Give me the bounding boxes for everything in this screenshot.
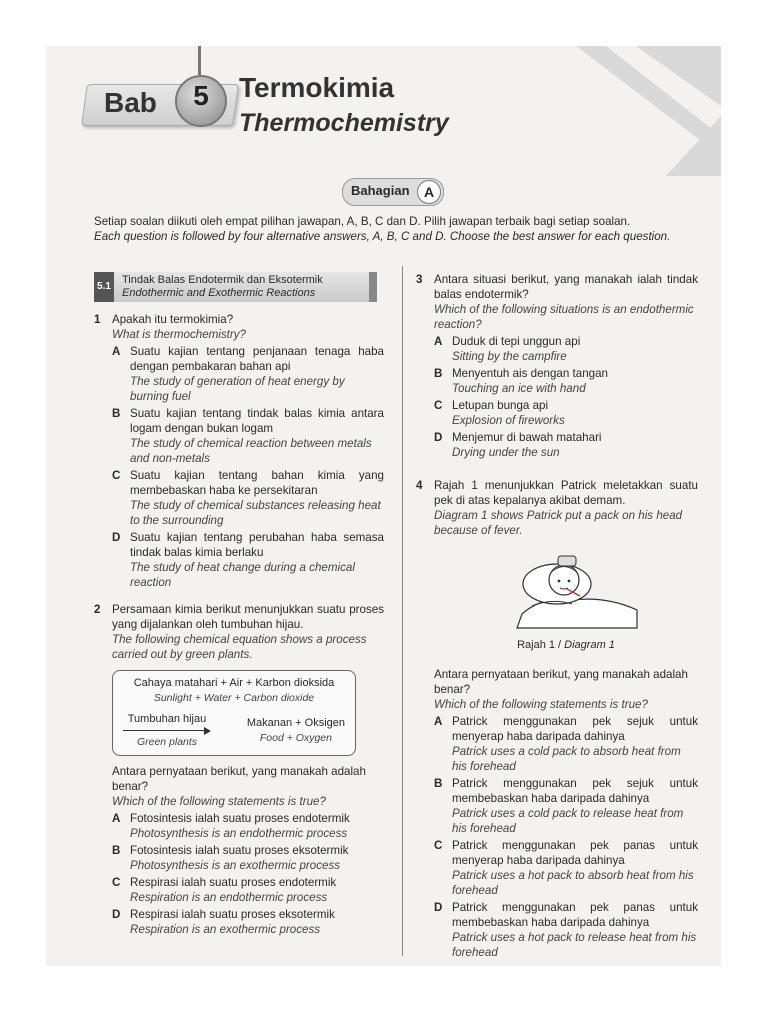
option-c[interactable] [112, 468, 384, 528]
chapter-title-malay: Termokimia [239, 72, 395, 103]
chapter-label: Bab [104, 87, 157, 118]
equation-row [123, 712, 345, 750]
option-text-malay: Patrick menggunakan pek sejuk untuk menyerap haba daripada dahinya [452, 715, 698, 743]
option-text-malay: Suatu kajian tentang perubahan haba semasa tindak balas kimia berlaku [130, 531, 384, 559]
subsection-title-malay: Tindak Balas Endotermik dan Eksotermik [122, 274, 323, 286]
option-letter: D [434, 901, 443, 914]
option-text-malay: Menjemur di bawah matahari [452, 431, 602, 444]
diagram-caption: Rajah 1 / Diagram 1 [517, 639, 615, 651]
option-letter: C [434, 839, 443, 852]
subsection-title-english: Endothermic and Exothermic Reactions [122, 287, 316, 299]
option-text-malay: Patrick menggunakan pek panas untuk membebaskan haba daripada dahinya [452, 901, 698, 929]
chapter-number: 5 [193, 80, 209, 111]
chemical-equation-box [112, 670, 356, 756]
section-part-letter: A [417, 180, 441, 204]
question-4 [416, 478, 698, 960]
option-a[interactable] [112, 344, 384, 404]
option-text-english: Drying under the sun [452, 446, 560, 459]
option-text-english: The study of generation of heat energy by burning fuel [130, 375, 345, 403]
equation-products-malay: Makanan + Oksigen [246, 717, 345, 729]
option-letter: C [434, 399, 443, 412]
question-stem-english: The following chemical equation shows a process carried out by green plants. [112, 633, 367, 661]
option-d[interactable] [434, 430, 698, 460]
question-3 [416, 272, 698, 460]
option-letter: C [112, 876, 121, 889]
option-text-malay: Patrick menggunakan pek sejuk untuk membebaskan haba daripada dahinya [452, 777, 698, 805]
option-b[interactable] [434, 366, 698, 396]
option-text-english: Patrick uses a hot pack to release heat from his forehead [452, 931, 697, 959]
question-substem-malay: Antara pernyataan berikut, yang manakah adalah benar? [434, 668, 688, 696]
option-letter: C [112, 469, 121, 482]
equation-arrow-label-english: Green plants [136, 736, 198, 748]
option-text-malay: Menyentuh ais dengan tangan [452, 367, 608, 380]
equation-products-english: Food + Oxygen [259, 732, 332, 744]
question-stem-malay: Antara situasi berikut, yang manakah ialah tindak balas endotermik? [434, 273, 698, 301]
option-text-malay: Fotosintesis ialah suatu proses eksotermik [130, 844, 349, 857]
option-letter: D [112, 908, 121, 921]
option-text-english: Photosynthesis is an exothermic process [130, 859, 341, 872]
question-number: 1 [94, 313, 101, 326]
option-c[interactable] [434, 398, 698, 428]
option-c[interactable] [434, 838, 698, 898]
question-substem-english: Which of the following statements is true? [112, 795, 326, 808]
option-text-malay: Letupan bunga api [452, 399, 549, 412]
equation-arrow-label-malay: Tumbuhan hijau [127, 713, 207, 725]
option-text-malay: Fotosintesis ialah suatu proses endotermik [130, 812, 350, 825]
chapter-title-english: Thermochemistry [239, 109, 449, 137]
option-b[interactable] [434, 776, 698, 836]
equation-products [247, 716, 345, 746]
instructions [94, 214, 704, 244]
question-stem-english: Which of the following situations is an endothermic reaction? [434, 303, 694, 331]
option-text-malay: Suatu kajian tentang bahan kimia yang membebaskan haba ke persekitaran [130, 469, 384, 497]
option-d[interactable] [112, 530, 384, 590]
option-letter: A [434, 715, 443, 728]
equation-arrow-group [123, 712, 211, 750]
workbook-page [46, 46, 721, 966]
option-a[interactable] [434, 714, 698, 774]
option-a[interactable] [434, 334, 698, 364]
option-text-english: Patrick uses a cold pack to absorb heat from his forehead [452, 745, 681, 773]
section-part-label: Bahagian [351, 183, 410, 198]
option-letter: D [434, 431, 443, 444]
diagram-caption-malay: Rajah 1 [517, 639, 555, 651]
option-d[interactable] [434, 900, 698, 960]
option-text-english: The study of chemical substances releasing heat to the surrounding [130, 499, 381, 527]
option-letter: A [112, 345, 121, 358]
left-column [94, 272, 384, 949]
option-text-malay: Respirasi ialah suatu proses endotermik [130, 876, 337, 889]
question-substem-english: Which of the following statements is true? [434, 698, 648, 711]
option-text-english: Respiration is an endothermic process [130, 891, 328, 904]
option-text-malay: Duduk di tepi unggun api [452, 335, 581, 348]
equation-reactants-malay: Cahaya matahari + Air + Karbon dioksida [133, 677, 335, 689]
diagram-caption-english: Diagram 1 [564, 639, 615, 651]
option-d[interactable] [112, 907, 384, 937]
question-stem-english: What is thermochemistry? [112, 328, 247, 341]
option-c[interactable] [112, 875, 384, 905]
option-text-english: Photosynthesis is an endothermic process [130, 827, 348, 840]
subsection-number: 5.1 [94, 272, 114, 302]
option-letter: B [434, 777, 443, 790]
option-text-malay: Suatu kajian tentang penjanaan tenaga haba dengan pembakaran bahan api [130, 345, 384, 373]
instructions-english: Each question is followed by four alternative answers, A, B, C and D. Choose the best answer for each question. [94, 230, 671, 243]
option-letter: A [112, 812, 121, 825]
question-1 [94, 312, 384, 590]
chapter-hook [198, 46, 201, 75]
right-column [416, 272, 698, 966]
patient-in-bed-illustration [512, 544, 642, 630]
option-letter: B [434, 367, 443, 380]
instructions-malay: Setiap soalan diikuti oleh empat pilihan jawapan, A, B, C dan D. Pilih jawapan terbaik bagi setiap soalan. [94, 215, 631, 228]
question-stem-malay: Persamaan kimia berikut menunjukkan suatu proses yang dijalankan oleh tumbuhan hijau. [112, 603, 384, 631]
option-text-english: Patrick uses a cold pack to release heat from his forehead [452, 807, 684, 835]
question-substem-malay: Antara pernyataan berikut, yang manakah adalah benar? [112, 765, 366, 793]
option-letter: B [112, 407, 121, 420]
question-stem-malay: Rajah 1 menunjukkan Patrick meletakkan suatu pek di atas kepalanya akibat demam. [434, 479, 698, 507]
option-text-malay: Patrick menggunakan pek panas untuk menyerap haba daripada dahinya [452, 839, 698, 867]
option-text-english: Touching an ice with hand [452, 382, 586, 395]
option-letter: D [112, 531, 121, 544]
reaction-arrow-icon [123, 727, 211, 735]
question-stem-english: Diagram 1 shows Patrick put a pack on his head because of fever. [434, 509, 683, 537]
question-stem-malay: Apakah itu termokimia? [112, 313, 234, 326]
option-text-english: Sitting by the campfire [452, 350, 567, 363]
option-text-malay: Respirasi ialah suatu proses eksotermik [130, 908, 335, 921]
option-letter: A [434, 335, 443, 348]
option-letter: B [112, 844, 121, 857]
subsection-title-box [114, 272, 377, 302]
question-number: 4 [416, 479, 423, 492]
corner-decoration [546, 46, 721, 176]
option-b[interactable] [112, 406, 384, 466]
question-number: 3 [416, 273, 423, 286]
option-text-malay: Suatu kajian tentang tindak balas kimia antara logam dengan bukan logam [130, 407, 384, 435]
column-divider [402, 266, 403, 956]
option-text-english: Patrick uses a hot pack to absorb heat from his forehead [452, 869, 694, 897]
equation-reactants-english: Sunlight + Water + Carbon dioxide [153, 692, 315, 704]
option-a[interactable] [112, 811, 384, 841]
option-text-english: Explosion of fireworks [452, 414, 565, 427]
option-b[interactable] [112, 843, 384, 873]
option-text-english: Respiration is an exothermic process [130, 923, 321, 936]
question-number: 2 [94, 603, 101, 616]
section-part-badge [342, 178, 444, 206]
option-text-english: The study of heat change during a chemical reaction [130, 561, 355, 589]
option-text-english: The study of chemical reaction between metals and non-metals [130, 437, 372, 465]
question-2 [94, 602, 384, 937]
chapter-number-badge [175, 75, 227, 127]
subsection-header [94, 272, 384, 302]
